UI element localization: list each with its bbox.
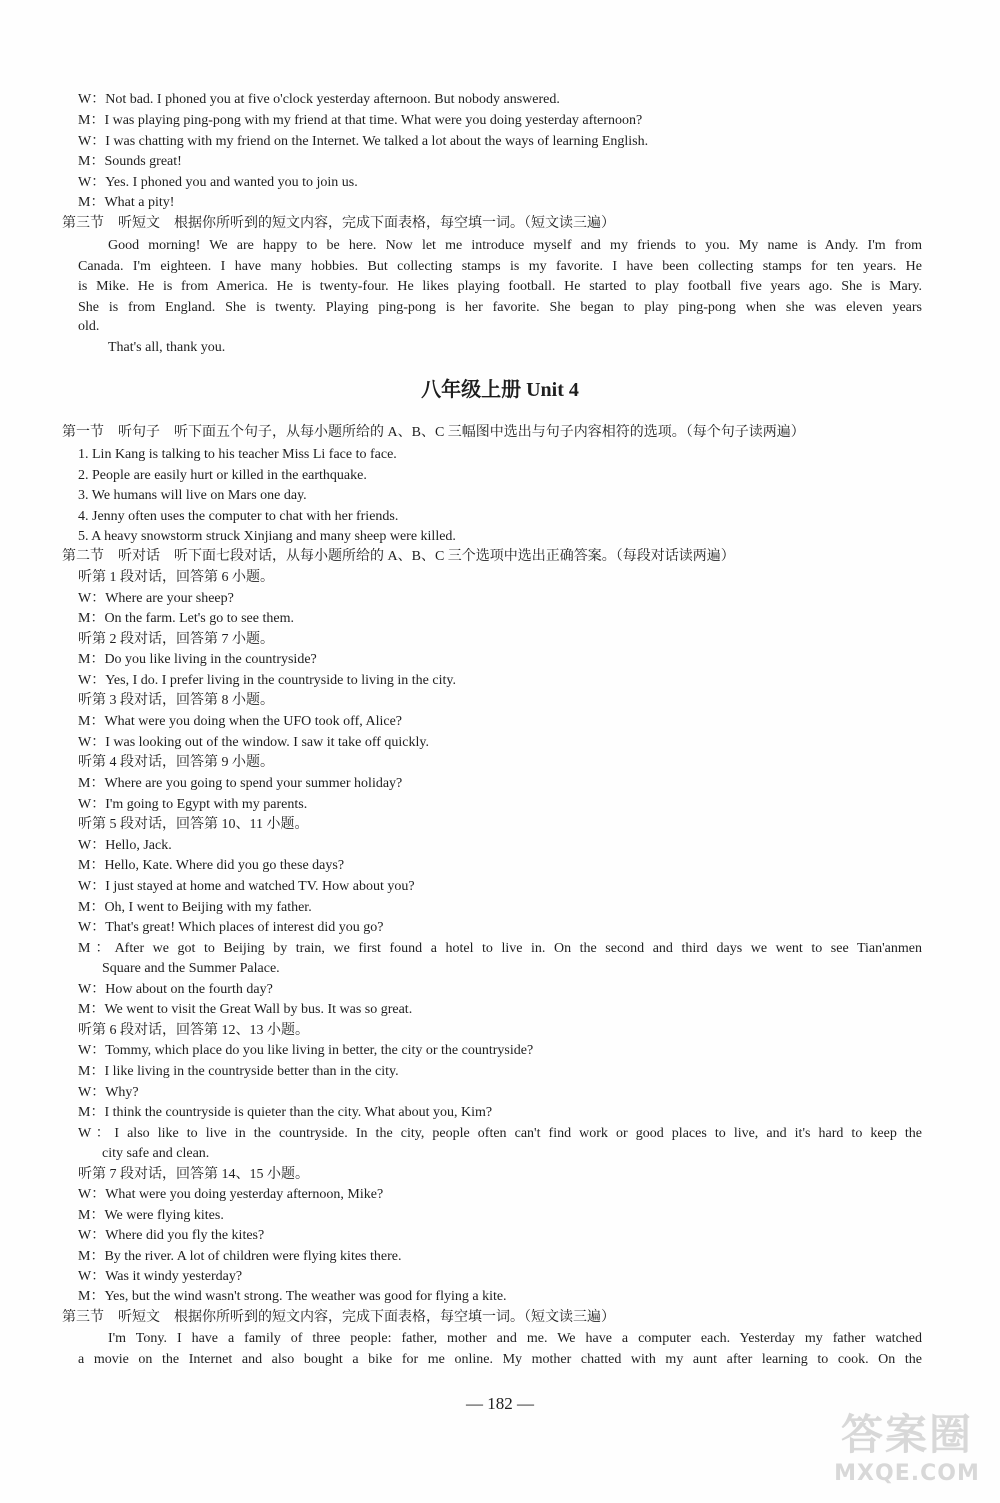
- dialogue-intro: 听第 5 段对话，回答第 10、11 小题。: [78, 817, 309, 832]
- dialogue-line-continued: Square and the Summer Palace.: [102, 961, 280, 976]
- dialogue-line: M：We were flying kites.: [78, 1208, 224, 1223]
- dialogue-line: M：After we got to Beijing by train, we first found a hotel to live in. On the second and third days we went to see Tian'anmen: [78, 941, 922, 956]
- dialogue-line: W：Hello, Jack.: [78, 838, 172, 853]
- watermark-site: MXQE.COM: [834, 1461, 980, 1486]
- passage-line: She is from England. She is twenty. Playing ping-pong is her favorite. She began to play ping-pong when she was eleven years: [78, 300, 922, 315]
- dialogue-line: M：I was playing ping-pong with my friend at that time. What were you doing yesterday afternoon?: [78, 113, 643, 128]
- dialogue-line: M：I like living in the countryside better than in the city.: [78, 1064, 399, 1079]
- dialogue-line: W：That's great! Which places of interest did you go?: [78, 920, 384, 935]
- dialogue-line: W：How about on the fourth day?: [78, 982, 273, 997]
- dialogue-line: M：Sounds great!: [78, 154, 182, 169]
- dialogue-line: M：What were you doing when the UFO took off, Alice?: [78, 714, 403, 729]
- watermark: [822, 1410, 992, 1498]
- passage-line: I'm Tony. I have a family of three people: father, mother and me. We have a computer each. Yesterday my father watched: [108, 1331, 922, 1346]
- dialogue-line: W：Yes. I phoned you and wanted you to join us.: [78, 175, 358, 190]
- passage-line: a movie on the Internet and also bought a bike for me online. My mother chatted with my aunt after learning to cook. On the: [78, 1352, 922, 1367]
- dialogue-line: M：Yes, but the wind wasn't strong. The weather was good for flying a kite.: [78, 1289, 507, 1304]
- dialogue-intro: 听第 6 段对话，回答第 12、13 小题。: [78, 1023, 309, 1038]
- list-item: 3. We humans will live on Mars one day.: [78, 488, 307, 503]
- dialogue-line: M：Hello, Kate. Where did you go these days?: [78, 858, 345, 873]
- dialogue-line: W：Where are your sheep?: [78, 591, 234, 606]
- section-heading: 第二节 听对话 听下面七段对话，从每小题所给的 A、B、C 三个选项中选出正确答案。（每段对话读两遍）: [62, 549, 735, 564]
- page-number: — 182 —: [466, 1394, 534, 1413]
- dialogue-line: W：Why?: [78, 1085, 139, 1100]
- dialogue-line: M：I think the countryside is quieter than the city. What about you, Kim?: [78, 1105, 493, 1120]
- dialogue-line: M：Oh, I went to Beijing with my father.: [78, 900, 312, 915]
- dialogue-line: M：On the farm. Let's go to see them.: [78, 611, 294, 626]
- dialogue-line: M：What a pity!: [78, 195, 175, 210]
- dialogue-intro: 听第 2 段对话，回答第 7 小题。: [78, 632, 274, 647]
- dialogue-intro: 听第 4 段对话，回答第 9 小题。: [78, 755, 274, 770]
- passage-line: Canada. I'm eighteen. I have many hobbies. But collecting stamps is my favorite. I have been collecting stamps for ten years. He: [78, 259, 922, 274]
- section-heading: 第三节 听短文 根据你所听到的短文内容，完成下面表格，每空填一词。（短文读三遍）: [62, 1310, 615, 1325]
- dialogue-line: W：Was it windy yesterday?: [78, 1269, 243, 1284]
- dialogue-line: W：Tommy, which place do you like living in better, the city or the countryside?: [78, 1043, 534, 1058]
- dialogue-line: M：Do you like living in the countryside?: [78, 652, 317, 667]
- dialogue-line: M：We went to visit the Great Wall by bus. It was so great.: [78, 1002, 413, 1017]
- dialogue-line: W：I was chatting with my friend on the Internet. We talked a lot about the ways of learning English.: [78, 134, 649, 149]
- watermark-logo: 答案圈: [840, 1410, 973, 1459]
- dialogue-line: W：I was looking out of the window. I saw it take off quickly.: [78, 735, 429, 750]
- dialogue-intro: 听第 3 段对话，回答第 8 小题。: [78, 693, 274, 708]
- passage-line: old.: [78, 319, 100, 334]
- dialogue-line-continued: city safe and clean.: [102, 1146, 210, 1161]
- unit-title: 八年级上册 Unit 4: [421, 379, 579, 401]
- list-item: 2. People are easily hurt or killed in the earthquake.: [78, 468, 367, 483]
- list-item: 5. A heavy snowstorm struck Xinjiang and many sheep were killed.: [78, 529, 456, 544]
- dialogue-line: W：Not bad. I phoned you at five o'clock yesterday afternoon. But nobody answered.: [78, 92, 560, 107]
- section-heading: 第一节 听句子 听下面五个句子，从每小题所给的 A、B、C 三幅图中选出与句子内容相符的选项。（每个句子读两遍）: [62, 425, 805, 440]
- dialogue-line: W：Yes, I do. I prefer living in the countryside to living in the city.: [78, 673, 456, 688]
- section-heading: 第三节 听短文 根据你所听到的短文内容，完成下面表格，每空填一词。（短文读三遍）: [62, 216, 615, 231]
- dialogue-line: W：Where did you fly the kites?: [78, 1228, 265, 1243]
- dialogue-intro: 听第 7 段对话，回答第 14、15 小题。: [78, 1167, 309, 1182]
- list-item: 4. Jenny often uses the computer to chat with her friends.: [78, 509, 399, 524]
- passage-line: is Mike. He is from America. He is twenty-four. He likes playing football. He started to play football five years ago. She is Mary.: [78, 279, 922, 294]
- dialogue-intro: 听第 1 段对话，回答第 6 小题。: [78, 570, 274, 585]
- dialogue-line: W：What were you doing yesterday afternoon, Mike?: [78, 1187, 384, 1202]
- list-item: 1. Lin Kang is talking to his teacher Miss Li face to face.: [78, 447, 397, 462]
- dialogue-line: W：I'm going to Egypt with my parents.: [78, 797, 308, 812]
- dialogue-line: W：I also like to live in the countryside. In the city, people often can't find work or good places to live, and it's hard to keep the: [78, 1126, 922, 1141]
- passage-line: Good morning! We are happy to be here. Now let me introduce myself and my friends to you. My name is Andy. I'm from: [108, 238, 922, 253]
- dialogue-line: W：I just stayed at home and watched TV. How about you?: [78, 879, 415, 894]
- dialogue-line: M：By the river. A lot of children were flying kites there.: [78, 1249, 402, 1264]
- dialogue-line: M：Where are you going to spend your summer holiday?: [78, 776, 403, 791]
- passage-closing: That's all, thank you.: [108, 340, 226, 355]
